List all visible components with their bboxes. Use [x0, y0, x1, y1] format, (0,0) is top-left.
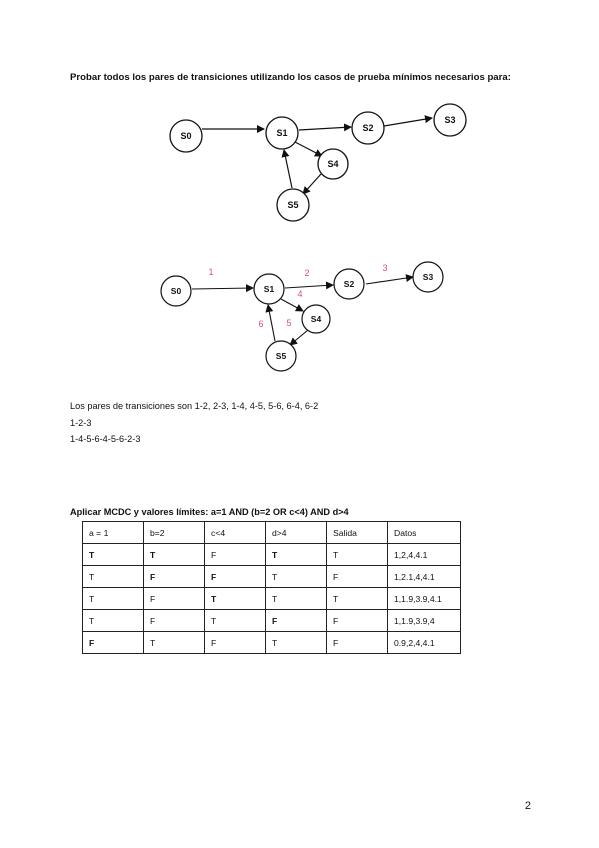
- cell: 1,2,4,4.1: [388, 544, 461, 566]
- edge-number-3: 3: [382, 263, 388, 273]
- edge-s0-s1-numbered: [192, 288, 253, 289]
- node-label-s4: S4: [327, 159, 339, 169]
- header-b: b=2: [144, 522, 205, 544]
- cell: T: [83, 588, 144, 610]
- edge-number-2: 2: [304, 268, 310, 278]
- table-row: [83, 588, 461, 610]
- cell: F: [144, 610, 205, 632]
- cell: T: [144, 544, 205, 566]
- cell: T: [327, 544, 388, 566]
- cell: T: [83, 610, 144, 632]
- question-heading: Probar todos los pares de transiciones utilizando los casos de prueba mínimos necesarios para:: [70, 72, 511, 83]
- cell: 1,1.9,3.9,4: [388, 610, 461, 632]
- page-number: 2: [524, 800, 531, 812]
- edge-s1-s4: [295, 142, 322, 156]
- edge-s5-s1-numbered: [268, 305, 275, 341]
- mcdc-heading-c: c<4: [289, 507, 305, 517]
- edge-number-1: 1: [208, 267, 214, 277]
- cell: F: [327, 566, 388, 588]
- mcdc-heading-prefix: Aplicar MCDC y valores límites:: [70, 507, 211, 517]
- node2-label-s3: S3: [422, 272, 434, 282]
- node2-label-s0: S0: [170, 286, 182, 296]
- edge-s2-s3-numbered: [366, 277, 413, 284]
- cell: T: [205, 588, 266, 610]
- cell: F: [144, 588, 205, 610]
- edge-number-5: 5: [286, 318, 292, 328]
- transition-pairs-text: Los pares de transiciones son 1-2, 2-3, 1-4, 4-5, 5-6, 6-4, 6-2: [70, 401, 319, 411]
- header-datos: Datos: [388, 522, 461, 544]
- edge-s4-s5: [303, 174, 321, 194]
- cell: T: [83, 566, 144, 588]
- cell: T: [144, 632, 205, 654]
- edge-s5-s1: [284, 150, 292, 188]
- node-label-s3: S3: [444, 115, 456, 125]
- header-a: a = 1: [83, 522, 144, 544]
- node-label-s1: S1: [276, 128, 288, 138]
- cell: F: [144, 566, 205, 588]
- mcdc-table: [82, 521, 461, 654]
- node-label-s0: S0: [180, 131, 192, 141]
- edge-number-4: 4: [297, 289, 303, 299]
- mcdc-heading-or: OR: [270, 507, 290, 517]
- mcdc-heading: [70, 507, 349, 517]
- test-case-2: 1-4-5-6-4-5-6-2-3: [70, 434, 141, 444]
- edge-s1-s4-numbered: [281, 299, 303, 311]
- edge-s2-s3: [384, 118, 432, 126]
- cell: T: [266, 566, 327, 588]
- edge-number-6: 6: [258, 319, 264, 329]
- cell: T: [266, 544, 327, 566]
- mcdc-heading-and1: AND (: [226, 507, 255, 517]
- edge-s4-s5-numbered: [290, 330, 308, 345]
- node2-label-s1: S1: [263, 284, 275, 294]
- cell: T: [205, 610, 266, 632]
- cell: F: [205, 566, 266, 588]
- cell: 0.9,2,4,4.1: [388, 632, 461, 654]
- header-c: c<4: [205, 522, 266, 544]
- cell: T: [327, 588, 388, 610]
- mcdc-heading-a: a=1: [210, 507, 227, 517]
- cell: F: [205, 544, 266, 566]
- mcdc-heading-b: b=2: [254, 507, 271, 517]
- table-header-row: [83, 522, 461, 544]
- cell: F: [266, 610, 327, 632]
- cell: T: [83, 544, 144, 566]
- cell: F: [205, 632, 266, 654]
- table-row: [83, 544, 461, 566]
- table-row: [83, 632, 461, 654]
- mcdc-heading-d: d>4: [332, 507, 349, 517]
- node-label-s5: S5: [287, 200, 299, 210]
- node-label-s2: S2: [362, 123, 374, 133]
- cell: T: [266, 588, 327, 610]
- node2-label-s5: S5: [275, 351, 287, 361]
- node2-label-s4: S4: [310, 314, 322, 324]
- table-row: [83, 610, 461, 632]
- cell: 1,1.9,3.9,4.1: [388, 588, 461, 610]
- diagram-2: [161, 262, 443, 371]
- cell: F: [327, 632, 388, 654]
- node2-label-s2: S2: [343, 279, 355, 289]
- cell: T: [266, 632, 327, 654]
- test-case-1: 1-2-3: [70, 418, 92, 428]
- header-d: d>4: [266, 522, 327, 544]
- mcdc-heading-close-and: ) AND: [304, 507, 333, 517]
- diagram-1: [170, 104, 466, 221]
- table-row: [83, 566, 461, 588]
- cell: F: [327, 610, 388, 632]
- cell: F: [83, 632, 144, 654]
- cell: 1,2.1,4,4.1: [388, 566, 461, 588]
- header-salida: Salida: [327, 522, 388, 544]
- edge-s1-s2: [299, 127, 351, 130]
- edge-s1-s2-numbered: [285, 285, 333, 288]
